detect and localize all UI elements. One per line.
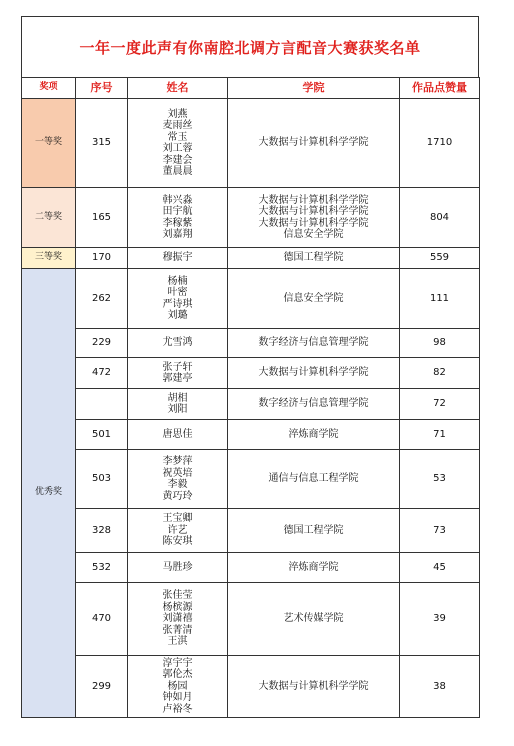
award-table-body <box>22 99 480 718</box>
school-cell <box>228 188 400 248</box>
seq-cell: 262 <box>76 269 128 329</box>
school-cell <box>228 553 400 583</box>
names-cell <box>128 329 228 358</box>
names-cell <box>128 269 228 329</box>
award-table <box>21 77 480 718</box>
school-name: 大数据与计算机科学学院 <box>258 367 369 379</box>
member-name: 卢裕冬 <box>162 703 193 715</box>
member-name: 刘阳 <box>167 404 188 415</box>
header-clicks: 作品点赞量 <box>400 78 480 99</box>
award-row <box>22 358 480 389</box>
award-row <box>22 420 480 450</box>
member-name: 张佳莹 <box>162 590 193 602</box>
member-name: 李毅 <box>167 479 188 490</box>
member-name: 叶密 <box>167 287 188 298</box>
clicks-cell: 39 <box>400 583 480 656</box>
names-cell <box>128 583 228 656</box>
member-name: 杨园 <box>167 680 188 692</box>
header-award: 奖项 <box>22 78 76 99</box>
member-name: 胡相 <box>167 392 188 404</box>
names-cell <box>128 389 228 420</box>
seq-cell: 315 <box>76 99 128 188</box>
clicks-cell: 45 <box>400 553 480 583</box>
seq-cell: 532 <box>76 553 128 583</box>
school-name: 大数据与计算机科学学院 <box>258 137 369 149</box>
member-name: 钟如月 <box>162 692 193 704</box>
names-cell <box>128 553 228 583</box>
award-row <box>22 389 480 420</box>
school-cell <box>228 248 400 269</box>
award-row <box>22 188 480 248</box>
member-name: 张子轩 <box>162 361 193 373</box>
clicks-cell: 38 <box>400 656 480 718</box>
school-name: 信息安全学院 <box>283 292 344 304</box>
school-cell <box>228 583 400 656</box>
member-name: 穆振宇 <box>162 252 193 264</box>
school-name: 大数据与计算机科学学院 <box>258 206 369 217</box>
clicks-cell: 73 <box>400 509 480 553</box>
member-name: 尤雪鸿 <box>162 337 193 349</box>
member-name: 王宝卿 <box>162 513 193 525</box>
school-name: 淬炼商学院 <box>288 428 339 440</box>
header-school: 学院 <box>228 78 400 99</box>
member-name: 杨槟源 <box>162 601 193 613</box>
member-name: 麦雨丝 <box>162 120 193 131</box>
school-cell <box>228 420 400 450</box>
school-cell <box>228 329 400 358</box>
names-cell <box>128 656 228 718</box>
award-row <box>22 583 480 656</box>
school-name: 数字经济与信息管理学院 <box>258 398 369 410</box>
member-name: 刘璐 <box>167 310 188 321</box>
member-name: 马胜珍 <box>162 561 193 573</box>
names-cell <box>128 99 228 188</box>
member-name: 常玉 <box>167 131 188 143</box>
member-name: 刘工蓉 <box>162 143 193 154</box>
member-name: 祝英培 <box>162 467 193 479</box>
member-name: 刘燕 <box>167 108 188 120</box>
seq-cell <box>76 389 128 420</box>
member-name: 田宇航 <box>162 206 193 217</box>
seq-cell: 501 <box>76 420 128 450</box>
member-name: 郭伦杰 <box>162 669 193 681</box>
award-row <box>22 248 480 269</box>
award-row <box>22 656 480 718</box>
header-seq: 序号 <box>76 78 128 99</box>
member-name: 李建会 <box>162 154 193 166</box>
names-cell <box>128 420 228 450</box>
member-name: 董晨晨 <box>162 166 193 177</box>
award-row <box>22 269 480 329</box>
school-name: 大数据与计算机科学学院 <box>258 217 369 229</box>
school-cell <box>228 450 400 509</box>
award-row <box>22 509 480 553</box>
seq-cell: 472 <box>76 358 128 389</box>
school-cell <box>228 269 400 329</box>
member-name: 韩兴淼 <box>162 194 193 206</box>
school-name: 数字经济与信息管理学院 <box>258 337 369 349</box>
award-row <box>22 99 480 188</box>
seq-cell: 165 <box>76 188 128 248</box>
seq-cell: 503 <box>76 450 128 509</box>
school-cell <box>228 389 400 420</box>
header-name: 姓名 <box>128 78 228 99</box>
award-row <box>22 450 480 509</box>
names-cell <box>128 358 228 389</box>
award-row <box>22 553 480 583</box>
seq-cell: 229 <box>76 329 128 358</box>
clicks-cell: 72 <box>400 389 480 420</box>
seq-cell: 470 <box>76 583 128 656</box>
clicks-cell: 804 <box>400 188 480 248</box>
member-name: 郭建亭 <box>162 373 193 384</box>
member-name: 淳宇宇 <box>162 657 193 669</box>
member-name: 刘嘉翔 <box>162 229 193 240</box>
school-name: 信息安全学院 <box>283 229 344 240</box>
seq-cell: 328 <box>76 509 128 553</box>
award-level-cell: 三等奖 <box>22 248 76 269</box>
member-name: 李梦萍 <box>162 456 193 467</box>
school-name: 通信与信息工程学院 <box>268 473 359 485</box>
member-name: 陈安琪 <box>162 536 193 548</box>
names-cell <box>128 188 228 248</box>
member-name: 唐思佳 <box>162 428 193 440</box>
award-row <box>22 329 480 358</box>
school-name: 德国工程学院 <box>283 524 344 536</box>
award-level-cell: 二等奖 <box>22 188 76 248</box>
school-name: 德国工程学院 <box>283 252 344 264</box>
clicks-cell: 111 <box>400 269 480 329</box>
award-list-sheet <box>21 16 479 718</box>
member-name: 王淇 <box>167 636 188 648</box>
member-name: 杨楠 <box>167 275 188 287</box>
school-cell <box>228 656 400 718</box>
header-row <box>22 78 480 99</box>
clicks-cell: 98 <box>400 329 480 358</box>
member-name: 张菁清 <box>162 624 193 636</box>
award-level-cell: 优秀奖 <box>22 269 76 718</box>
names-cell <box>128 450 228 509</box>
member-name: 严诗琪 <box>162 298 193 310</box>
school-cell <box>228 358 400 389</box>
clicks-cell: 559 <box>400 248 480 269</box>
member-name: 许艺 <box>167 524 188 536</box>
seq-cell: 299 <box>76 656 128 718</box>
member-name: 李稼紫 <box>162 217 193 229</box>
names-cell <box>128 509 228 553</box>
seq-cell: 170 <box>76 248 128 269</box>
names-cell <box>128 248 228 269</box>
member-name: 刘潇禧 <box>162 613 193 625</box>
school-name: 大数据与计算机科学学院 <box>258 680 369 692</box>
clicks-cell: 82 <box>400 358 480 389</box>
clicks-cell: 53 <box>400 450 480 509</box>
sheet-title: 一年一度此声有你南腔北调方言配音大赛获奖名单 <box>21 16 479 77</box>
school-cell <box>228 99 400 188</box>
member-name: 黄巧玲 <box>162 490 193 502</box>
school-name: 大数据与计算机科学学院 <box>258 194 369 206</box>
clicks-cell: 71 <box>400 420 480 450</box>
school-name: 艺术传媒学院 <box>283 613 344 625</box>
award-level-cell: 一等奖 <box>22 99 76 188</box>
school-name: 淬炼商学院 <box>288 561 339 573</box>
school-cell <box>228 509 400 553</box>
clicks-cell: 1710 <box>400 99 480 188</box>
